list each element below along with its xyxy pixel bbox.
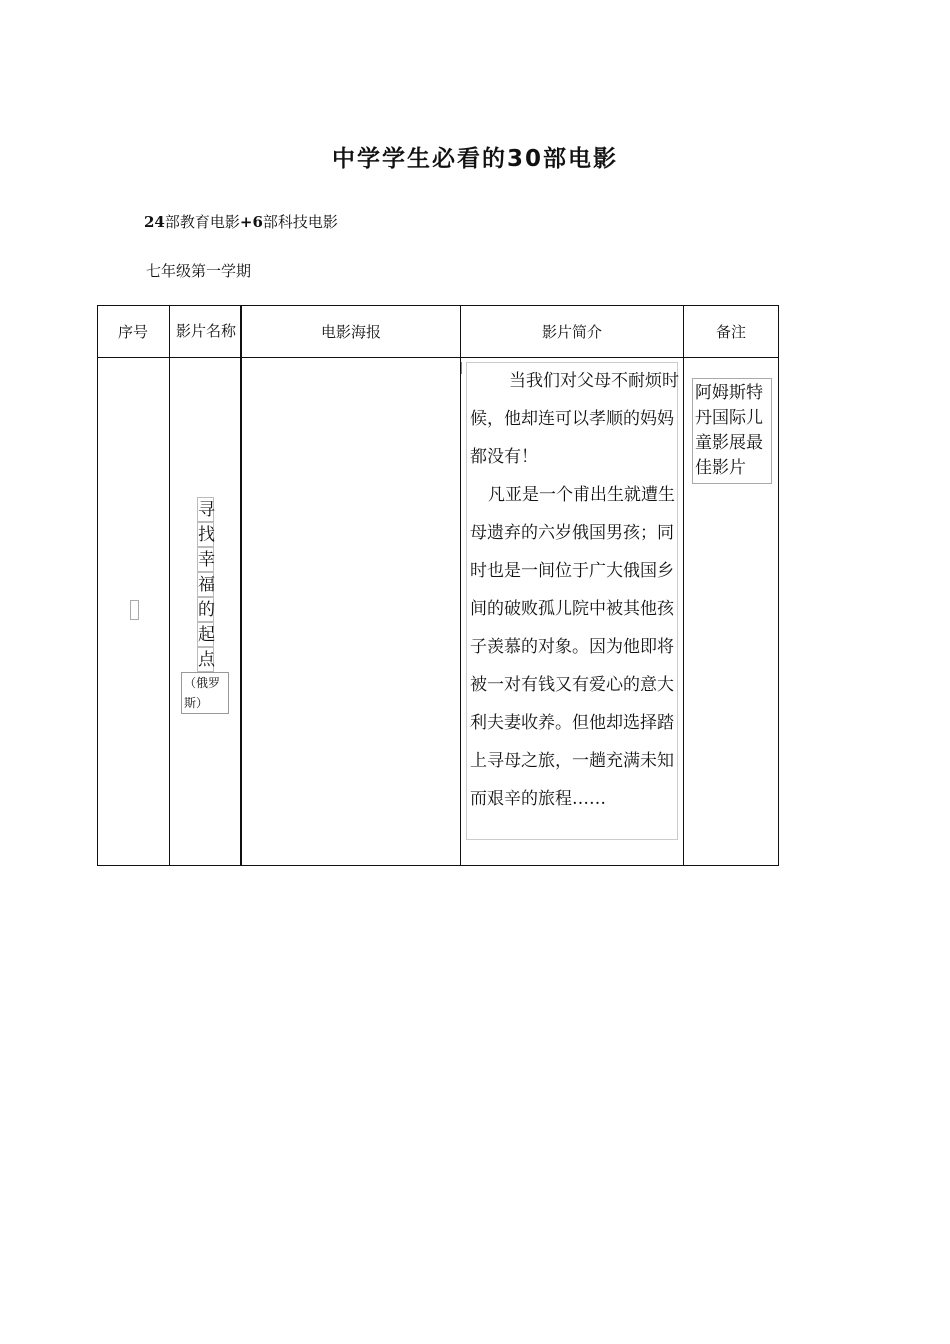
movie-title-vertical	[184, 497, 224, 714]
header-intro: 影片简介	[541, 322, 602, 341]
title-char: 福	[197, 572, 214, 597]
header-remark: 备注	[715, 322, 746, 341]
title-char: 寻	[197, 497, 214, 522]
movie-intro	[470, 362, 680, 818]
grade-label: 七年级第一学期	[146, 262, 252, 280]
title-char: 起	[197, 622, 214, 647]
movie-remark: 阿姆斯特丹国际儿童影展最佳影片	[692, 378, 772, 484]
intro-paragraph-2: 凡亚是一个甫出生就遭生母遗弃的六岁俄国男孩；同时也是一间位于广大俄国乡间的破败孤儿院中被其他孩子羡慕的对象。因为他即将被一对有钱又有爱心的意大利夫妻收养。但他却选择踏上寻母之旅，一趟充满未知而艰辛的旅程……	[470, 485, 675, 809]
subtitle-text-education: 部教育电影	[164, 213, 240, 231]
title-char: 点	[197, 647, 214, 672]
title-char: 的	[197, 597, 214, 622]
title-char: 找	[197, 522, 214, 547]
subtitle-text-science: 部科技电影	[262, 213, 338, 231]
document-title: 中学学生必看的30部电影	[331, 146, 618, 172]
intro-paragraph-1: 当我们对父母不耐烦时候，他却连可以孝顺的妈妈都没有！	[470, 371, 679, 467]
subtitle-plus-count: +6	[239, 213, 263, 231]
subtitle-count: 24	[144, 213, 165, 231]
document-subtitle	[144, 211, 338, 232]
header-index: 序号	[117, 322, 148, 341]
index-placeholder-box	[130, 600, 139, 620]
movie-country: （俄罗斯）	[181, 672, 229, 714]
header-poster: 电影海报	[320, 322, 381, 341]
intro-marker	[461, 362, 462, 374]
header-name: 影片名称	[175, 321, 236, 340]
title-char: 幸	[197, 547, 214, 572]
